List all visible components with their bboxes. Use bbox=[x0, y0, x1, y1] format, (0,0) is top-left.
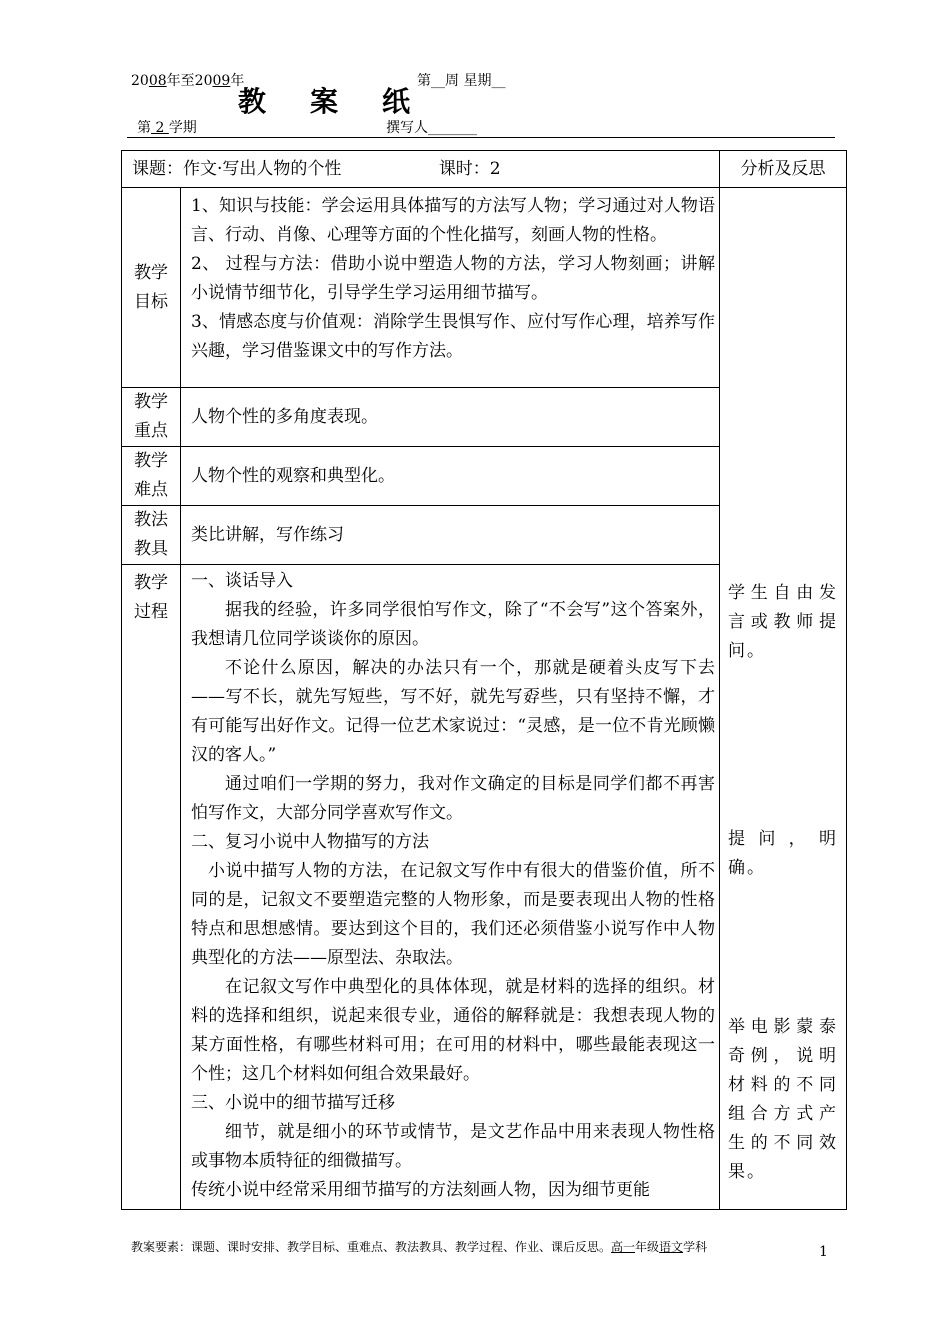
topic-cell bbox=[122, 151, 720, 188]
goal-item: 3、情感态度与价值观：消除学生畏惧写作、应付写作心理，培养写作兴趣，学习借鉴课文中的写作方法。 bbox=[191, 312, 716, 361]
header-rule bbox=[127, 137, 835, 138]
year-range: 2008年至2009年 bbox=[131, 73, 245, 89]
goal-item: 1、知识与技能：学会运用具体描写的方法写人物；学习通过对人物语言、行动、肖像、心理等方面的个性化描写，刻画人物的性格。 bbox=[191, 196, 716, 245]
hours-label: 课时：2 bbox=[438, 158, 501, 179]
process-heading: 一、谈话导入 bbox=[191, 571, 293, 591]
analysis-note: 举电影蒙泰奇例，说明材料的不同组合方式产生的不同效果。 bbox=[728, 1017, 839, 1182]
author-line: 撰写人_______ bbox=[386, 120, 477, 136]
analysis-note: 提问，明确。 bbox=[728, 829, 839, 878]
process-paragraph: 细节，就是细小的环节或情节，是文艺作品中用来表现人物性格或事物本质特征的细微描写。 bbox=[191, 1122, 716, 1171]
analysis-header: 分析及反思 bbox=[720, 151, 847, 188]
process-heading: 三、小说中的细节描写迁移 bbox=[191, 1093, 395, 1113]
analysis-column bbox=[720, 188, 847, 1210]
methods-content: 类比讲解，写作练习 bbox=[181, 506, 720, 565]
process-paragraph: 在记叙文写作中典型化的具体体现，就是材料的选择的组织。材料的选择和组织，说起来很专业，通俗的解释就是：我想表现人物的某方面性格，有哪些材料可用；在可用的材料中，哪些最能表现这一个性；这几个材料如何组合效果最好。 bbox=[191, 977, 716, 1084]
process-content bbox=[181, 565, 720, 1210]
semester-line: 第 2 学期 bbox=[137, 120, 197, 136]
difficulties-content: 人物个性的观察和典型化。 bbox=[181, 447, 720, 506]
page-number: 1 bbox=[819, 1244, 828, 1260]
lesson-plan-table bbox=[121, 150, 847, 1210]
key-points-content: 人物个性的多角度表现。 bbox=[181, 388, 720, 447]
goals-row bbox=[122, 188, 847, 388]
topic-row bbox=[122, 151, 847, 188]
week-day-line: 第__周 星期__ bbox=[417, 73, 506, 89]
goals-label: 教学目标 bbox=[122, 188, 181, 388]
process-label: 教学过程 bbox=[122, 565, 181, 1210]
process-paragraph: 通过咱们一学期的努力，我对作文确定的目标是同学们都不再害怕写作文，大部分同学喜欢写作文。 bbox=[191, 774, 716, 823]
methods-label: 教法教具 bbox=[122, 506, 181, 565]
process-paragraph: 据我的经验，许多同学很怕写作文，除了“不会写”这个答案外，我想请几位同学谈谈你的原因。 bbox=[191, 600, 716, 649]
process-paragraph: 传统小说中经常采用细节描写的方法刻画人物，因为细节更能 bbox=[191, 1180, 650, 1200]
process-paragraph: 小说中描写人物的方法，在记叙文写作中有很大的借鉴价值，所不同的是，记叙文不要塑造完整的人物形象，而是要表现出人物的性格特点和思想感情。要达到这个目的，我们还必须借鉴小说写作中人物典型化的方法——原型法、杂取法。 bbox=[191, 861, 716, 968]
process-heading: 二、复习小说中人物描写的方法 bbox=[191, 832, 429, 852]
key-points-label: 教学重点 bbox=[122, 388, 181, 447]
difficulties-label: 教学难点 bbox=[122, 447, 181, 506]
goal-item: 2、 过程与方法：借助小说中塑造人物的方法，学习人物刻画；讲解小说情节细节化，引导学生学习运用细节描写。 bbox=[191, 254, 716, 303]
topic-label: 课题：作文·写出人物的个性 bbox=[132, 158, 342, 179]
analysis-note: 学生自由发言或教师提问。 bbox=[728, 583, 839, 661]
footer: 教案要素：课题、课时安排、教学目标、重难点、教法教具、教学过程、作业、课后反思。高一年级语文学科 bbox=[131, 1240, 708, 1254]
process-paragraph: 不论什么原因，解决的办法只有一个，那就是硬着头皮写下去——写不长，就先写短些，写不好，就先写孬些，只有坚持不懈，才有可能写出好作文。记得一位艺术家说过：“灵感，是一位不肯光顾懒汉的客人。” bbox=[191, 658, 716, 765]
page-title: 教案纸 bbox=[238, 85, 455, 118]
goals-content bbox=[181, 188, 720, 388]
